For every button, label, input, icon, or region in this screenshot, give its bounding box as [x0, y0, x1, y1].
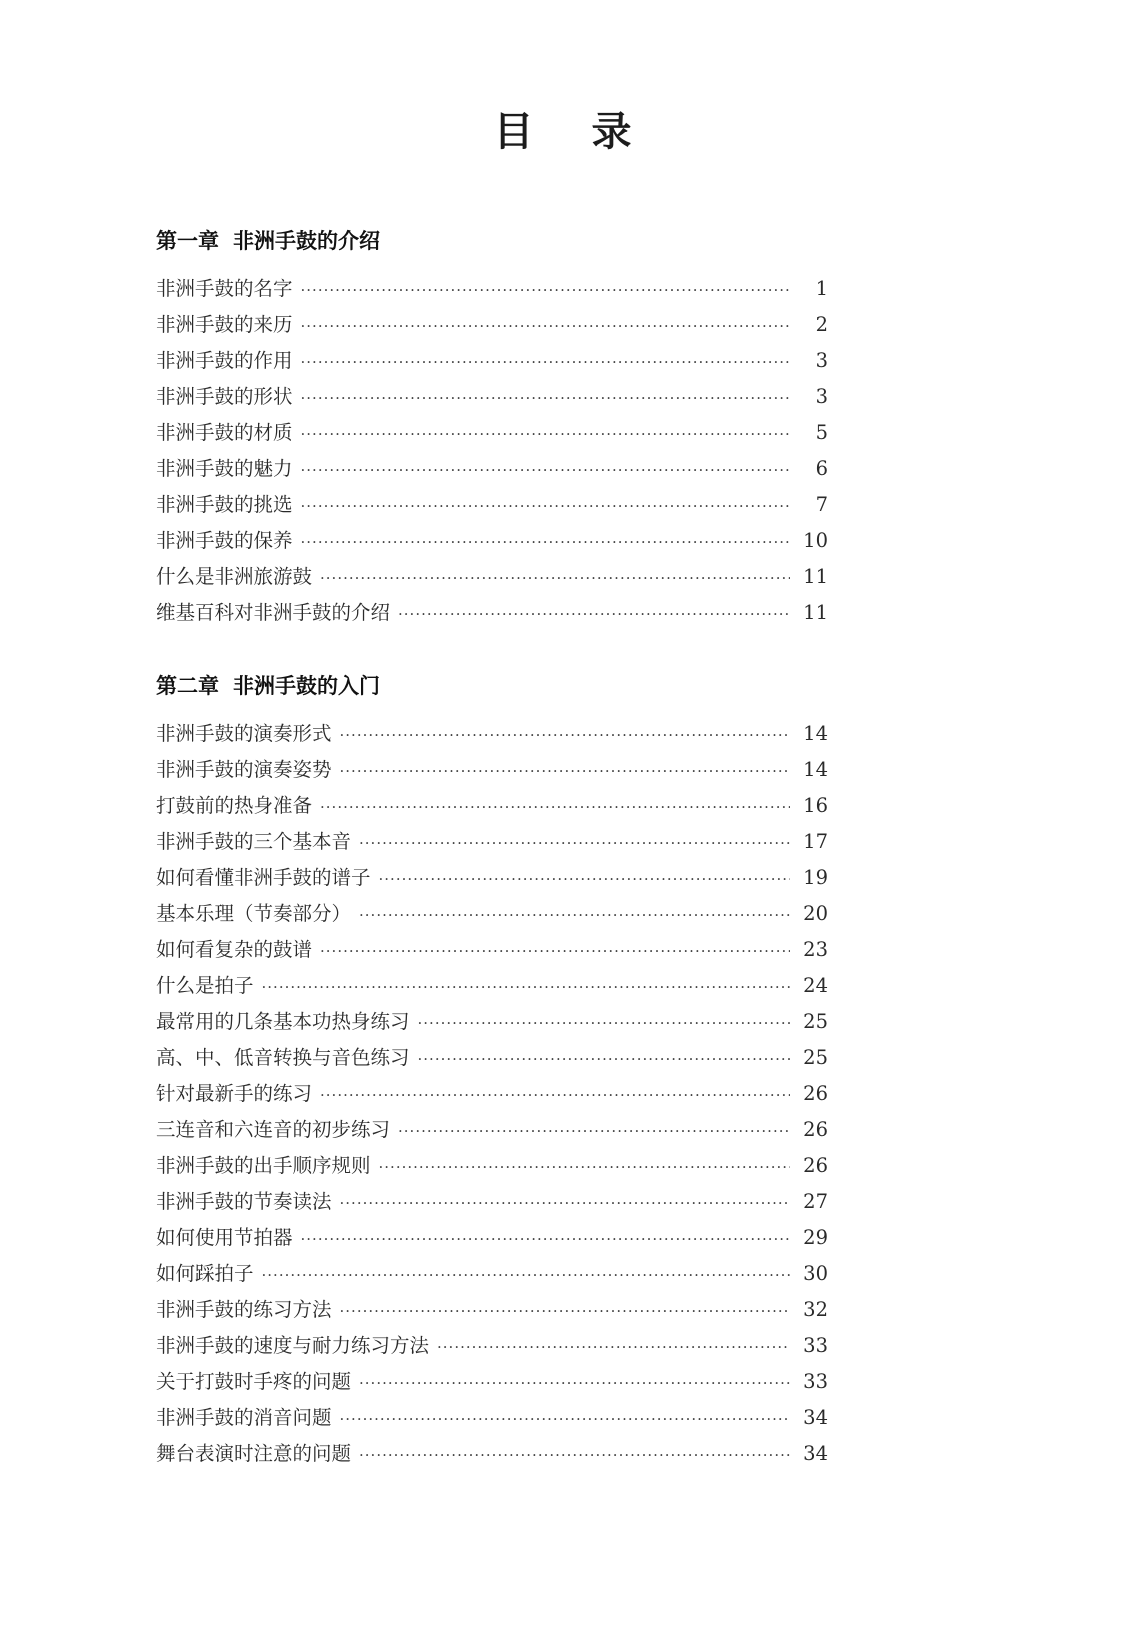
toc-entry — [156, 1328, 828, 1364]
toc-entry — [156, 932, 828, 968]
toc-entry-page-number: 14 — [803, 722, 828, 745]
toc-entry-label: 非洲手鼓的消音问题 — [156, 1406, 332, 1429]
toc-entry — [156, 415, 828, 451]
dot-leader — [320, 789, 790, 825]
toc-entry-page-number: 16 — [803, 794, 828, 817]
dot-leader — [301, 308, 790, 344]
toc-entry-page-number: 25 — [803, 1046, 828, 1069]
toc-entry-page-number: 7 — [815, 493, 828, 516]
dot-leader — [301, 524, 790, 560]
dot-leader — [359, 897, 790, 933]
toc-entry — [156, 1148, 828, 1184]
dot-leader — [320, 560, 790, 596]
toc-entry — [156, 559, 828, 595]
toc-entry-label: 关于打鼓时手疼的问题 — [156, 1370, 352, 1393]
toc-entry — [156, 788, 828, 824]
toc-entry-page-number: 3 — [815, 385, 828, 408]
toc-entry — [156, 716, 828, 752]
toc-entry — [156, 1292, 828, 1328]
toc-entry-page-number: 11 — [803, 601, 828, 624]
toc-entry-page-number: 34 — [803, 1442, 828, 1465]
toc-entry-label: 非洲手鼓的名字 — [156, 277, 293, 300]
toc-entry — [156, 523, 828, 559]
dot-leader — [340, 753, 790, 789]
toc-entry-page-number: 3 — [815, 349, 828, 372]
toc-entry — [156, 1400, 828, 1436]
toc-entry — [156, 824, 828, 860]
toc-entry — [156, 1112, 828, 1148]
toc-entry — [156, 1004, 828, 1040]
toc-entry — [156, 307, 828, 343]
dot-leader — [379, 861, 790, 897]
toc-entry-label: 非洲手鼓的魅力 — [156, 457, 293, 480]
toc-entry-label: 非洲手鼓的挑选 — [156, 493, 293, 516]
toc-entry-label: 非洲手鼓的保养 — [156, 529, 293, 552]
toc-entry-label: 基本乐理（节奏部分） — [156, 902, 352, 925]
dot-leader — [398, 596, 790, 632]
toc-entry — [156, 595, 828, 631]
toc-entry — [156, 1184, 828, 1220]
dot-leader — [359, 1365, 790, 1401]
chapter-number: 第二章 — [156, 673, 219, 698]
dot-leader — [301, 344, 790, 380]
chapter-number: 第一章 — [156, 228, 219, 253]
chapter-entries — [156, 271, 828, 631]
toc-entry-page-number: 23 — [803, 938, 828, 961]
toc-entry-label: 如何使用节拍器 — [156, 1226, 293, 1249]
toc-entry-page-number: 2 — [815, 313, 828, 336]
toc-entry-page-number: 17 — [803, 830, 828, 853]
dot-leader — [262, 969, 790, 1005]
toc-entry — [156, 968, 828, 1004]
dot-leader — [437, 1329, 790, 1365]
toc-entry — [156, 896, 828, 932]
toc-entry-page-number: 14 — [803, 758, 828, 781]
toc-entry-label: 三连音和六连音的初步练习 — [156, 1118, 391, 1141]
toc-entry-label: 最常用的几条基本功热身练习 — [156, 1010, 410, 1033]
toc-entry — [156, 451, 828, 487]
toc-entry-page-number: 10 — [803, 529, 828, 552]
chapter-name: 非洲手鼓的入门 — [233, 673, 380, 698]
toc-entry-page-number: 34 — [803, 1406, 828, 1429]
toc-entry-label: 非洲手鼓的三个基本音 — [156, 830, 352, 853]
toc-entry — [156, 1040, 828, 1076]
toc-entry-label: 非洲手鼓的出手顺序规则 — [156, 1154, 371, 1177]
chapter-heading — [156, 225, 828, 257]
chapter-2 — [156, 670, 828, 1472]
toc-entry-page-number: 5 — [815, 421, 828, 444]
dot-leader — [301, 488, 790, 524]
toc-entry — [156, 1076, 828, 1112]
dot-leader — [340, 1185, 790, 1221]
chapter-entries — [156, 716, 828, 1472]
toc-entry-page-number: 25 — [803, 1010, 828, 1033]
toc-entry-page-number: 29 — [803, 1226, 828, 1249]
toc-entry-label: 什么是非洲旅游鼓 — [156, 565, 313, 588]
toc-entry-page-number: 26 — [803, 1154, 828, 1177]
dot-leader — [398, 1113, 790, 1149]
toc-entry-label: 非洲手鼓的作用 — [156, 349, 293, 372]
toc-entry-label: 如何看复杂的鼓谱 — [156, 938, 313, 961]
toc-entry — [156, 271, 828, 307]
toc-entry — [156, 343, 828, 379]
toc-entry-page-number: 6 — [815, 457, 828, 480]
toc-entry-page-number: 19 — [803, 866, 828, 889]
toc-entry-page-number: 26 — [803, 1082, 828, 1105]
toc-entry-label: 非洲手鼓的速度与耐力练习方法 — [156, 1334, 430, 1357]
toc-entry-label: 非洲手鼓的材质 — [156, 421, 293, 444]
toc-entry-label: 非洲手鼓的演奏形式 — [156, 722, 332, 745]
dot-leader — [359, 1437, 790, 1473]
toc-entry — [156, 1436, 828, 1472]
toc-entry-label: 非洲手鼓的演奏姿势 — [156, 758, 332, 781]
toc-entry — [156, 1364, 828, 1400]
dot-leader — [301, 272, 790, 308]
toc-entry-page-number: 20 — [803, 902, 828, 925]
toc-entry — [156, 1256, 828, 1292]
dot-leader — [301, 1221, 790, 1257]
toc-entry-label: 维基百科对非洲手鼓的介绍 — [156, 601, 391, 624]
toc-entry-page-number: 30 — [803, 1262, 828, 1285]
dot-leader — [320, 933, 790, 969]
chapter-name: 非洲手鼓的介绍 — [233, 228, 380, 253]
dot-leader — [320, 1077, 790, 1113]
dot-leader — [301, 416, 790, 452]
dot-leader — [359, 825, 790, 861]
toc-entry-label: 如何看懂非洲手鼓的谱子 — [156, 866, 371, 889]
dot-leader — [340, 1293, 790, 1329]
chapter-heading — [156, 670, 828, 702]
toc-entry-label: 非洲手鼓的练习方法 — [156, 1298, 332, 1321]
toc-entry-label: 如何踩拍子 — [156, 1262, 254, 1285]
toc-entry — [156, 752, 828, 788]
toc-entry-page-number: 11 — [803, 565, 828, 588]
toc-entry — [156, 487, 828, 523]
dot-leader — [340, 1401, 790, 1437]
toc-entry-page-number: 33 — [803, 1370, 828, 1393]
toc-entry-label: 什么是拍子 — [156, 974, 254, 997]
toc-entry-page-number: 24 — [803, 974, 828, 997]
toc-entry-label: 打鼓前的热身准备 — [156, 794, 313, 817]
dot-leader — [418, 1041, 790, 1077]
dot-leader — [379, 1149, 790, 1185]
toc-entry-label: 非洲手鼓的形状 — [156, 385, 293, 408]
toc-entry-page-number: 27 — [803, 1190, 828, 1213]
toc-entry-label: 非洲手鼓的节奏读法 — [156, 1190, 332, 1213]
toc-entry — [156, 379, 828, 415]
dot-leader — [262, 1257, 790, 1293]
toc-entry-page-number: 1 — [815, 277, 828, 300]
page-title: 目 录 — [493, 109, 654, 155]
toc-entry-label: 非洲手鼓的来历 — [156, 313, 293, 336]
toc-entry-page-number: 32 — [803, 1298, 828, 1321]
toc-entry-page-number: 26 — [803, 1118, 828, 1141]
dot-leader — [301, 380, 790, 416]
chapter-1 — [156, 225, 828, 631]
toc-entry-label: 舞台表演时注意的问题 — [156, 1442, 352, 1465]
dot-leader — [340, 717, 790, 753]
toc-entry-page-number: 33 — [803, 1334, 828, 1357]
dot-leader — [418, 1005, 790, 1041]
toc-entry — [156, 1220, 828, 1256]
toc-entry — [156, 860, 828, 896]
dot-leader — [301, 452, 790, 488]
toc-entry-label: 针对最新手的练习 — [156, 1082, 313, 1105]
toc-entry-label: 高、中、低音转换与音色练习 — [156, 1046, 410, 1069]
